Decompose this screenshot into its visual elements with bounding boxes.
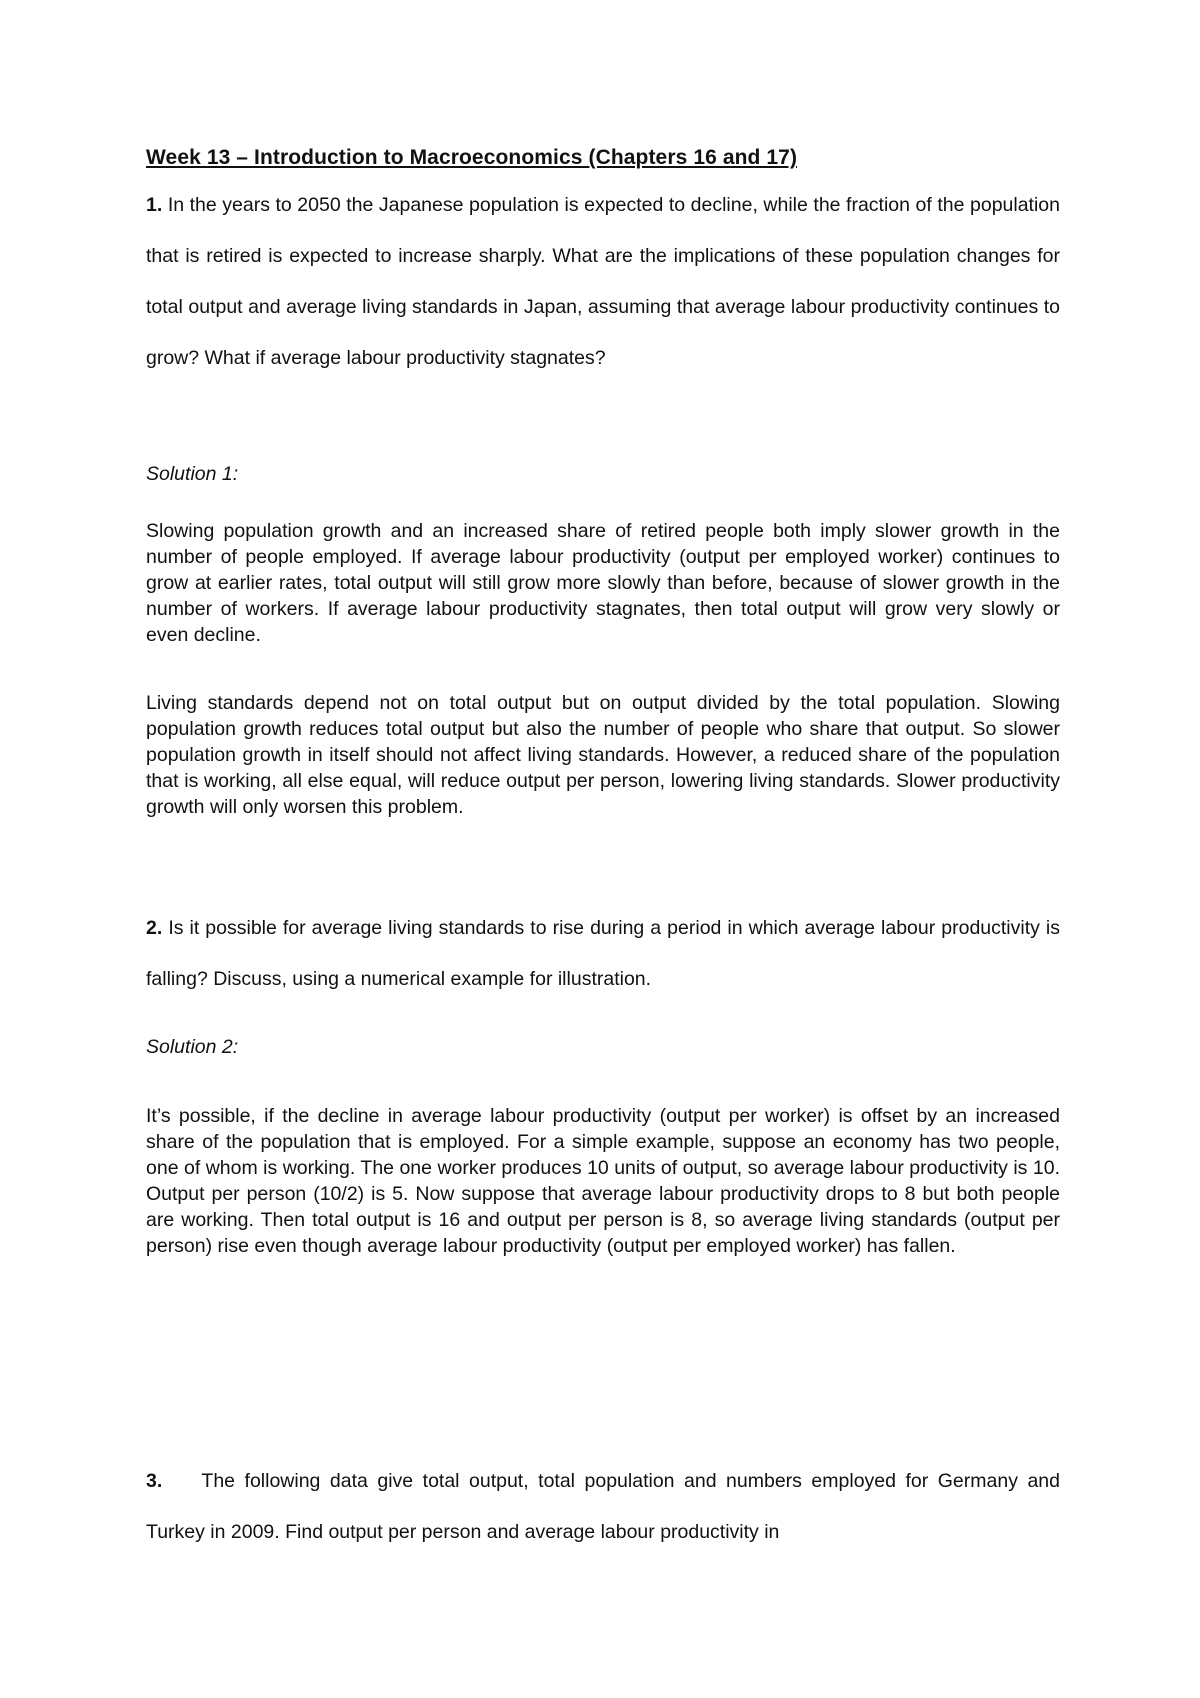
question-2-number: 2. [146,917,163,939]
solution-1-paragraph-2: Living standards depend not on total output but on output divided by the total population. Slowing population growth reduces total output but also the number of people who share that output. So slower population growth in itself should not affect living standards. However, a reduced share of the population that is working, all else equal, will reduce output per person, lowering living standards. Slower productivity growth will only worsen this problem. [146,692,1060,818]
question-1 [146,180,1060,384]
question-3-text: The following data give total output, total population and numbers employed for Germany and Turkey in 2009. Find output per person and average labour productivity in [146,1470,1060,1543]
question-1-number: 1. [146,194,163,216]
page-title: Week 13 – Introduction to Macroeconomics (Chapters 16 and 17) [146,146,798,169]
solution-2-label: Solution 2: [146,1036,239,1058]
question-3 [146,1456,1060,1558]
solution-1-label: Solution 1: [146,463,239,485]
solution-1-paragraph-1: Slowing population growth and an increased share of retired people both imply slower growth in the number of people employed. If average labour productivity (output per employed worker) continues to grow at earlier rates, total output will still grow more slowly than before, because of slower growth in the number of workers. If average labour productivity stagnates, then total output will grow very slowly or even decline. [146,520,1060,646]
question-2-text: Is it possible for average living standards to rise during a period in which average labour productivity is falling? Discuss, using a numerical example for illustration. [146,917,1061,990]
question-2 [146,903,1060,1005]
question-3-number: 3. [146,1470,163,1492]
solution-2-paragraph: It’s possible, if the decline in average labour productivity (output per worker) is offset by an increased share of the population that is employed. For a simple example, suppose an economy has two people, one of whom is working. The one worker produces 10 units of output, so average labour productivity is 10. Output per person (10/2) is 5. Now suppose that average labour productivity drops to 8 but both people are working. Then total output is 16 and output per person is 8, so average living standards (output per person) rise even though average labour productivity (output per employed worker) has fallen. [146,1105,1060,1257]
question-1-text: In the years to 2050 the Japanese population is expected to decline, while the fraction of the population that is retired is expected to increase sharply. What are the implications of these population changes for total output and average living standards in Japan, assuming that average labour productivity continues to grow? What if average labour productivity stagnates? [146,194,1060,369]
